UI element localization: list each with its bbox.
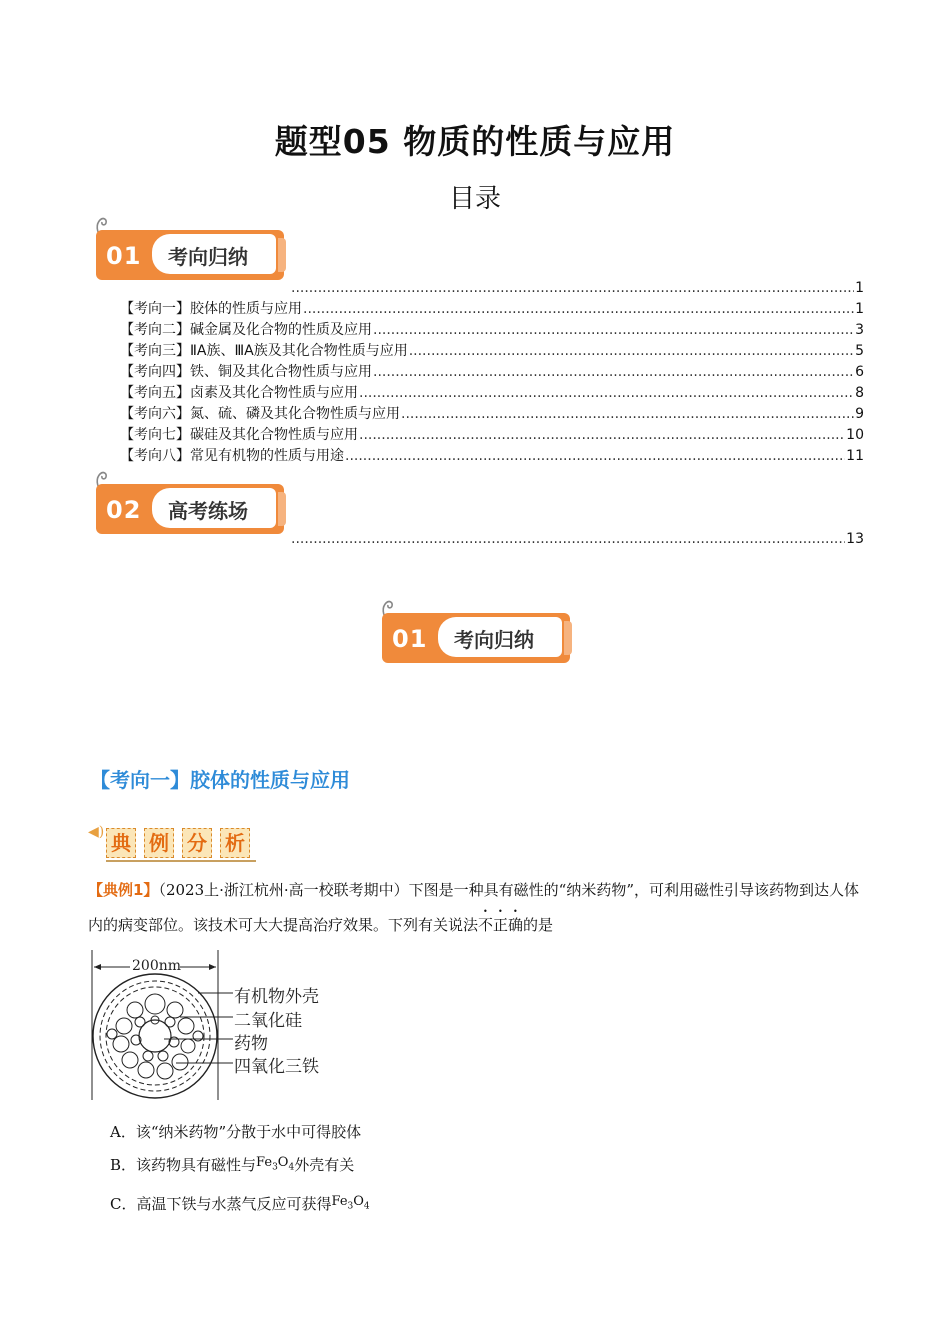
option-letter: A． [110,1123,136,1141]
toc-entry-text: 【考向三】ⅡA族、ⅢA族及其化合物性质与应用 [120,343,408,359]
chem-formula: $Fe_3O_4$ [256,1155,295,1173]
badge-label: 高考练场 [168,499,248,523]
figure-label: 药物 [234,1034,268,1054]
toc-page: 8 [855,385,864,401]
question-text: （2023上·浙江杭州·高一校联考期中）下图是一种具有磁性的“纳米药物”，可利用磁性引导该药物到达人体内的病变部位。该技术可大大提高治疗效果。下列有关说法 [88,881,859,934]
section-badge-3 [378,597,578,667]
example-banner [88,818,268,868]
option-a[interactable] [110,1121,361,1142]
option-text: 该“纳米药物”分散于水中可得胶体 [135,1123,362,1141]
toc-list-2 [120,529,864,550]
banner-char: 例 [144,828,174,858]
toc-entry-text: 【考向八】常见有机物的性质与用途 [120,448,344,464]
figure-label: 二氧化硅 [234,1011,302,1031]
scale-label: 200nm [132,958,182,974]
section-badge-2 [92,468,292,538]
toc-page: 13 [846,531,864,547]
toc-entry[interactable] [120,404,864,425]
speaker-icon: ◀) [88,824,105,840]
nanoparticle-diagram [88,950,348,1100]
toc-list [120,278,864,467]
option-b[interactable] [110,1154,354,1175]
toc-page: 1 [855,301,864,317]
badge-number: 01 [106,242,142,270]
toc-page: 11 [846,448,864,464]
toc-entry-text: 【考向一】胶体的性质与应用 [120,301,302,317]
toc-entry[interactable] [120,362,864,383]
toc-entry-text: 【考向七】碳硅及其化合物性质与应用 [120,427,358,443]
chem-formula: $Fe_3O_4$ [331,1194,370,1212]
badge-label: 考向归纳 [168,245,248,269]
banner-char: 典 [106,828,136,858]
toc-page: 1 [855,280,864,296]
section-badge-1 [92,214,292,284]
figure-label: 有机物外壳 [234,987,319,1007]
section-heading: 【考向一】胶体的性质与应用 [90,768,350,792]
toc-entry-text: 【考向五】卤素及其化合物性质与应用 [120,385,358,401]
toc-page: 9 [855,406,864,422]
banner-char: 分 [182,828,212,858]
toc-entry-text: 【考向二】碱金属及化合物的性质及应用 [120,322,372,338]
page-title: 题型05 物质的性质与应用 [274,122,676,161]
option-letter: B． [110,1156,137,1174]
question-text-end: 的是 [523,916,554,934]
toc-page: 3 [855,322,864,338]
badge-number: 02 [106,496,142,524]
banner-char: 析 [220,828,250,858]
option-text: 该药物具有磁性与 [136,1156,257,1174]
question-stem [88,873,868,942]
toc-entry[interactable] [120,341,864,362]
toc-entry[interactable] [120,446,864,467]
toc-page: 6 [855,364,864,380]
toc-entry[interactable] [120,320,864,341]
toc-entry-text: 【考向四】铁、铜及其化合物性质与应用 [120,364,372,380]
option-c[interactable] [110,1193,370,1214]
nanomedicine-figure [88,950,348,1100]
option-text: 高温下铁与水蒸气反应可获得 [136,1195,332,1213]
toc-page: 10 [846,427,864,443]
question-emphasis: 不正确 [478,916,524,934]
toc-entry[interactable] [120,383,864,404]
question-tag: 【典例1】 [88,881,159,899]
toc-title: 目录 [448,184,501,214]
toc-page: 5 [855,343,864,359]
toc-entry[interactable] [120,529,864,550]
toc-entry[interactable] [120,278,864,299]
badge-number: 01 [392,625,428,653]
badge-label: 考向归纳 [454,628,534,652]
figure-label: 四氧化三铁 [234,1057,319,1077]
option-text-tail: 外壳有关 [294,1156,355,1174]
toc-entry[interactable] [120,299,864,320]
option-letter: C． [110,1195,137,1213]
toc-entry-text: 【考向六】氮、硫、磷及其化合物性质与应用 [120,406,400,422]
toc-entry[interactable] [120,425,864,446]
